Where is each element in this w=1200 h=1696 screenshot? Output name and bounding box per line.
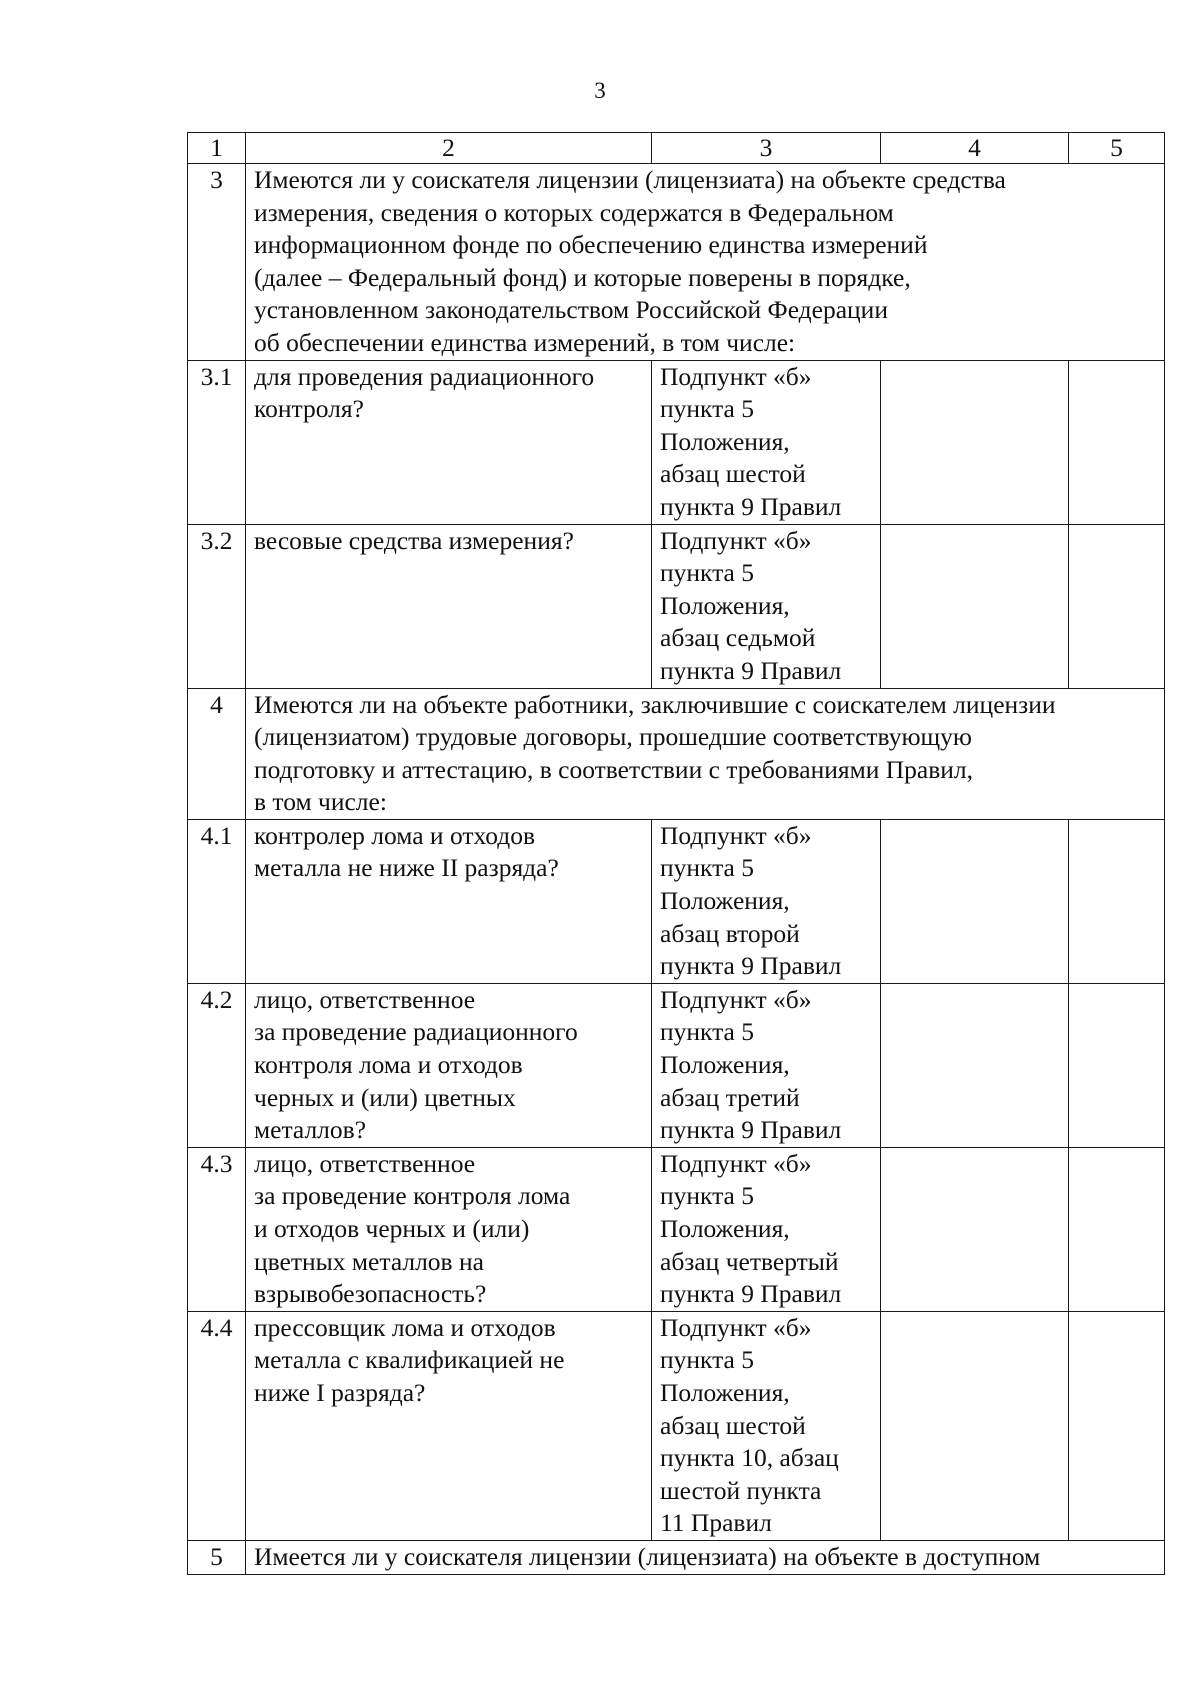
- item-row-4-3: [188, 1147, 1165, 1311]
- answer-cell-5: [1069, 360, 1165, 524]
- question-cell: весовые средства измерения?: [246, 524, 652, 688]
- row-number: 5: [188, 1540, 246, 1574]
- row-number: 4: [188, 688, 246, 819]
- answer-cell-5: [1069, 1147, 1165, 1311]
- question-cell: лицо, ответственное за проведение радиационного контроля лома и отходов черных и (или) цветных металлов?: [246, 983, 652, 1147]
- checklist-table: [187, 132, 1165, 1575]
- item-row-3-2: [188, 524, 1165, 688]
- item-row-4-2: [188, 983, 1165, 1147]
- header-cell-4: 4: [881, 133, 1069, 164]
- table-header-row: [188, 133, 1165, 164]
- answer-cell-4: [881, 983, 1069, 1147]
- answer-cell-4: [881, 1311, 1069, 1540]
- reference-cell: Подпункт «б» пункта 5 Положения, абзац второй пункта 9 Правил: [652, 819, 881, 983]
- row-number: 3.2: [188, 524, 246, 688]
- section-question: Имеются ли у соискателя лицензии (лицензиата) на объекте средства измерения, сведения о которых содержатся в Федеральном информационном фонде по обеспечению единства измерений (далее – Федеральный фонд) и которые поверены в порядке, установленном законодательством Российской Федерации об обеспечении единства измерений, в том числе:: [246, 164, 1165, 361]
- section-row-3: [188, 164, 1165, 361]
- section-row-4: [188, 688, 1165, 819]
- answer-cell-5: [1069, 983, 1165, 1147]
- page-number: 3: [594, 78, 606, 103]
- header-cell-3: 3: [652, 133, 881, 164]
- question-cell: для проведения радиационного контроля?: [246, 360, 652, 524]
- section-question: Имеется ли у соискателя лицензии (лицензиата) на объекте в доступном: [246, 1540, 1165, 1574]
- item-row-3-1: [188, 360, 1165, 524]
- row-number: 4.1: [188, 819, 246, 983]
- row-number: 4.4: [188, 1311, 246, 1540]
- section-row-5: [188, 1540, 1165, 1574]
- header-cell-2: 2: [246, 133, 652, 164]
- section-question: Имеются ли на объекте работники, заключившие с соискателем лицензии (лицензиатом) трудовые договоры, прошедшие соответствующую подготовку и аттестацию, в соответствии с требованиями Правил, в том числе:: [246, 688, 1165, 819]
- answer-cell-4: [881, 360, 1069, 524]
- item-row-4-4: [188, 1311, 1165, 1540]
- row-number: 4.2: [188, 983, 246, 1147]
- header-cell-5: 5: [1069, 133, 1165, 164]
- reference-cell: Подпункт «б» пункта 5 Положения, абзац четвертый пункта 9 Правил: [652, 1147, 881, 1311]
- row-number: 4.3: [188, 1147, 246, 1311]
- header-cell-1: 1: [188, 133, 246, 164]
- reference-cell: Подпункт «б» пункта 5 Положения, абзац третий пункта 9 Правил: [652, 983, 881, 1147]
- answer-cell-5: [1069, 819, 1165, 983]
- answer-cell-4: [881, 819, 1069, 983]
- reference-cell: Подпункт «б» пункта 5 Положения, абзац шестой пункта 9 Правил: [652, 360, 881, 524]
- question-cell: контролер лома и отходов металла не ниже II разряда?: [246, 819, 652, 983]
- answer-cell-4: [881, 1147, 1069, 1311]
- question-cell: прессовщик лома и отходов металла с квалификацией не ниже I разряда?: [246, 1311, 652, 1540]
- row-number: 3: [188, 164, 246, 361]
- reference-cell: Подпункт «б» пункта 5 Положения, абзац шестой пункта 10, абзац шестой пункта 11 Правил: [652, 1311, 881, 1540]
- item-row-4-1: [188, 819, 1165, 983]
- answer-cell-5: [1069, 524, 1165, 688]
- question-cell: лицо, ответственное за проведение контроля лома и отходов черных и (или) цветных металлов на взрывобезопасность?: [246, 1147, 652, 1311]
- answer-cell-5: [1069, 1311, 1165, 1540]
- reference-cell: Подпункт «б» пункта 5 Положения, абзац седьмой пункта 9 Правил: [652, 524, 881, 688]
- row-number: 3.1: [188, 360, 246, 524]
- answer-cell-4: [881, 524, 1069, 688]
